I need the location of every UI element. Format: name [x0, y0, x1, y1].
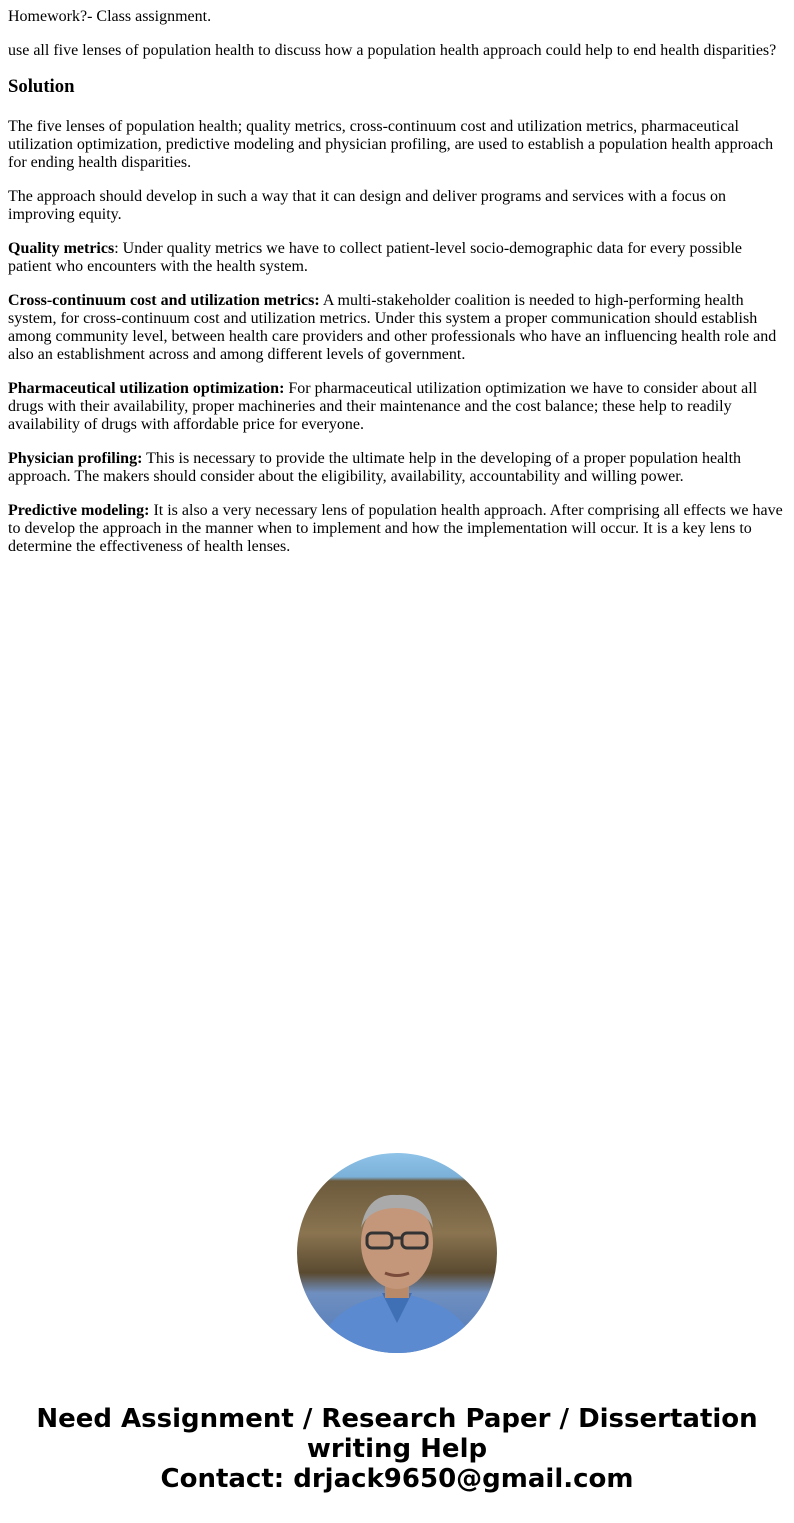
lens-text: It is also a very necessary lens of population health approach. After comprising all effects we have to develop the approach in the manner when to implement and how the implementation will occur. It is a key lens to determine the effectiveness of health lenses. [8, 502, 783, 555]
lens-physician-profiling [8, 450, 786, 486]
lens-text: Under quality metrics we have to collect patient-level socio-demographic data for every possible patient who encounters with the health system. [8, 240, 742, 275]
author-photo [297, 1153, 497, 1353]
lens-text: A multi-stakeholder coalition is needed to high-performing health system, for cross-continuum cost and utilization metrics. Under this system a proper communication should establish among community level, between health care providers and other professionals who have an influencing health role and also an establishment across and among different levels of government. [8, 292, 777, 363]
solution-heading: Solution [8, 76, 75, 97]
document-body [0, 8, 794, 572]
lens-term: Quality metrics [8, 240, 115, 257]
help-banner-text: Need Assignment / Research Paper / Dissertation writing Help [36, 1404, 758, 1464]
question-text: use all five lenses of population health to discuss how a population health approach could help to end health disparities? [8, 42, 777, 59]
intro-paragraph: The five lenses of population health; quality metrics, cross-continuum cost and utilization metrics, pharmaceutical utilization optimization, predictive modeling and physician profiling, are used to establish a population health approach for ending health disparities. [8, 118, 774, 171]
lens-predictive-modeling [8, 502, 786, 556]
lens-text: This is necessary to provide the ultimate help in the developing of a proper population health approach. The makers should consider about the eligibility, availability, accountability and willing power. [8, 450, 742, 485]
person-portrait-icon [297, 1153, 497, 1353]
lens-term: Physician profiling: [8, 450, 143, 467]
approach-paragraph: The approach should develop in such a way that it can design and deliver programs and services with a focus on improving equity. [8, 188, 727, 223]
lens-pharmaceutical [8, 380, 786, 434]
lens-term: Pharmaceutical utilization optimization: [8, 380, 285, 397]
lens-cost-utilization [8, 292, 786, 364]
homework-title: Homework?- Class assignment. [8, 8, 212, 25]
lens-term: Cross-continuum cost and utilization metrics: [8, 292, 320, 309]
lens-text: For pharmaceutical utilization optimization we have to consider about all drugs with their availability, proper machineries and their maintenance and the cost balance; these help to readily availability of drugs with affordable price for everyone. [8, 380, 758, 433]
lens-term: Predictive modeling: [8, 502, 150, 519]
contact-email: Contact: drjack9650@gmail.com [160, 1464, 634, 1494]
contact-banner [0, 1404, 794, 1494]
lens-quality-metrics [8, 240, 786, 276]
lens-sep: : [114, 240, 119, 257]
